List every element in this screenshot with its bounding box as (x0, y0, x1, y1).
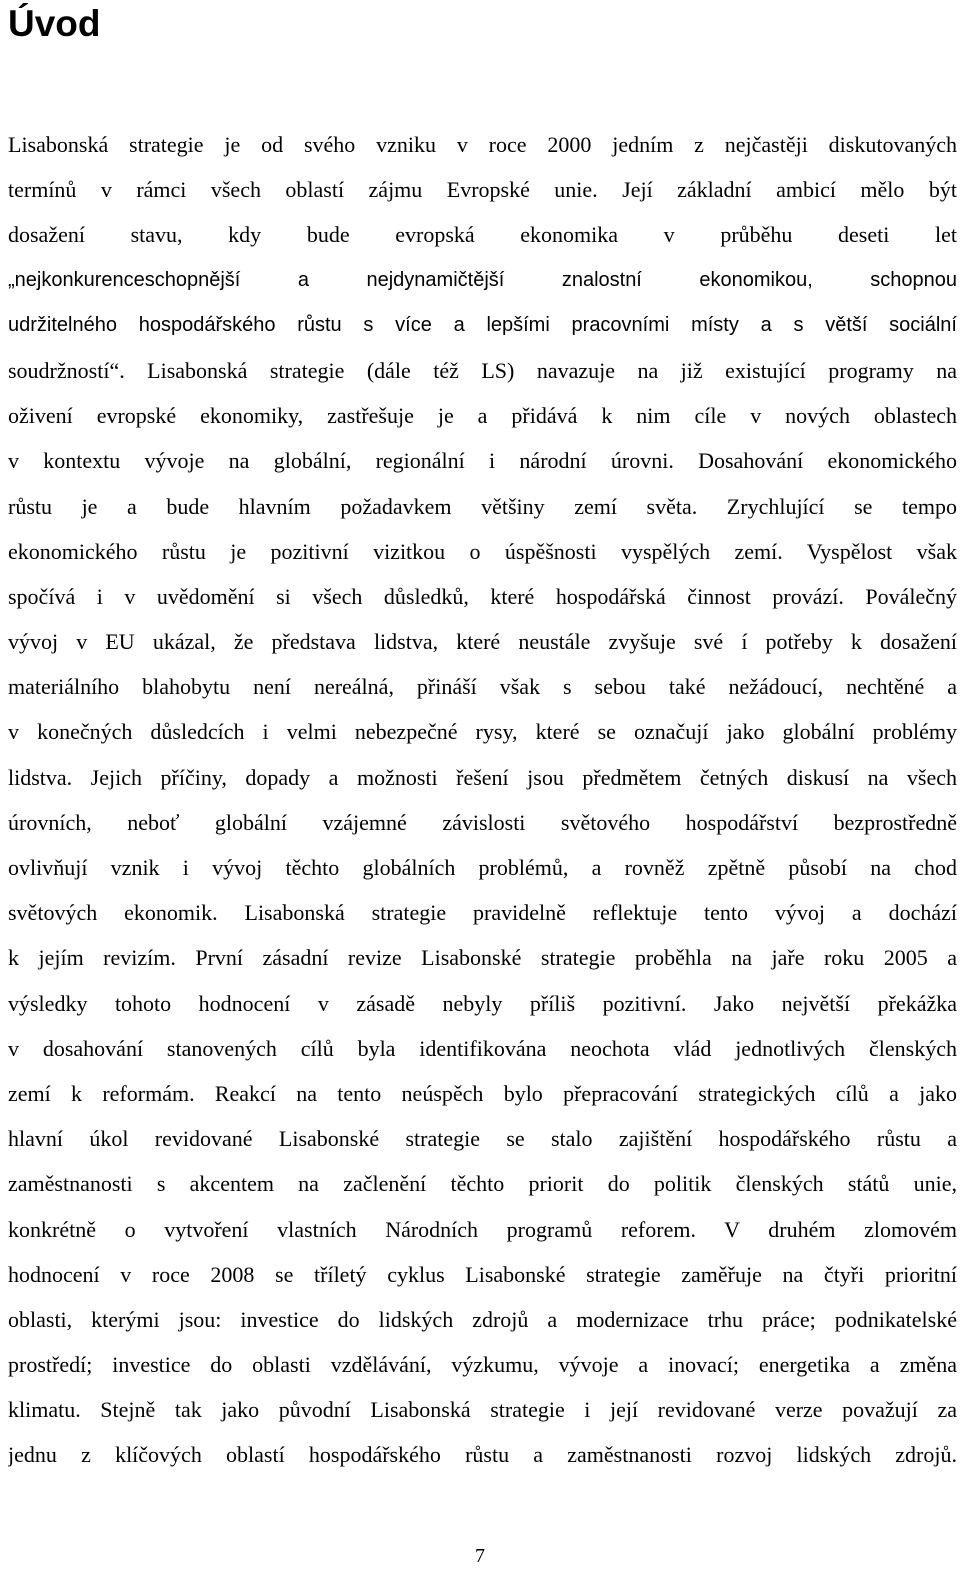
text-line: zaměstnanosti s akcentem na začlenění těchto priorit do politik členských států unie, (8, 1171, 957, 1197)
section-heading: Úvod (8, 3, 101, 44)
text-line: termínů v rámci všech oblastí zájmu Evropské unie. Její základní ambicí mělo být (8, 177, 957, 203)
text-line: vývoj v EU ukázal, že představa lidstva, které neustále zvyšuje své í potřeby k dosažení (8, 629, 957, 655)
text-line: v kontextu vývoje na globální, regionální i národní úrovni. Dosahování ekonomického (8, 448, 957, 474)
text-line: oblasti, kterými jsou: investice do lidských zdrojů a modernizace trhu práce; podnikatelské (8, 1306, 957, 1332)
text-line: lidstva. Jejich příčiny, dopady a možnosti řešení jsou předmětem četných diskusí na všech (8, 764, 957, 790)
text-line-quote: udržitelného hospodářského růstu s více a lepšími pracovními místy a s větší sociální (8, 313, 957, 336)
text-line: k jejím revizím. První zásadní revize Lisabonské strategie proběhla na jaře roku 2005 a (8, 945, 957, 971)
text-line: dosažení stavu, kdy bude evropská ekonomika v průběhu deseti let (8, 222, 957, 248)
text-line: zemí k reformám. Reakcí na tento neúspěch bylo přepracování strategických cílů a jako (8, 1080, 957, 1106)
text-line: ekonomického růstu je pozitivní vizitkou o úspěšnosti vyspělých zemí. Vyspělost však (8, 538, 957, 564)
text-line: výsledky tohoto hodnocení v zásadě nebyly příliš pozitivní. Jako největší překážka (8, 990, 957, 1016)
text-line: soudržností“. Lisabonská strategie (dále též LS) navazuje na již existující programy na (8, 357, 957, 383)
body-paragraph (8, 122, 957, 1478)
text-line: hlavní úkol revidované Lisabonské strategie se stalo zajištění hospodářského růstu a (8, 1126, 957, 1152)
text-line: světových ekonomik. Lisabonská strategie pravidelně reflektuje tento vývoj a dochází (8, 900, 957, 926)
text-line: úrovních, neboť globální vzájemné závislosti světového hospodářství bezprostředně (8, 809, 957, 835)
text-line: růstu je a bude hlavním požadavkem většiny zemí světa. Zrychlující se tempo (8, 493, 957, 519)
text-line: konkrétně o vytvoření vlastních Národních programů reforem. V druhém zlomovém (8, 1216, 957, 1242)
text-line-quote-start: „nejkonkurenceschopnější a nejdynamičtější znalostní ekonomikou, schopnou (8, 268, 957, 291)
text-line: spočívá i v uvědomění si všech důsledků, které hospodářská činnost provází. Poválečný (8, 583, 957, 609)
text-line: Lisabonská strategie je od svého vzniku v roce 2000 jedním z nejčastěji diskutovaných (8, 132, 957, 157)
text-line: hodnocení v roce 2008 se tříletý cyklus Lisabonské strategie zaměřuje na čtyři prioritní (8, 1261, 957, 1287)
text-line: v konečných důsledcích i velmi nebezpečné rysy, které se označují jako globální problémy (8, 719, 957, 745)
text-line: v dosahování stanovených cílů byla identifikována neochota vlád jednotlivých členských (8, 1035, 957, 1061)
text-line: jednu z klíčových oblastí hospodářského růstu a zaměstnanosti rozvoj lidských zdrojů. (8, 1442, 957, 1468)
text-line: ovlivňují vznik i vývoj těchto globálních problémů, a rovněž zpětně působí na chod (8, 855, 957, 880)
text-line: prostředí; investice do oblasti vzdělávání, výzkumu, vývoje a inovací; energetika a změna (8, 1352, 957, 1378)
text-line: materiálního blahobytu není nereálná, přináší však s sebou také nežádoucí, nechtěné a (8, 674, 957, 700)
text-line: oživení evropské ekonomiky, zastřešuje je a přidává k nim cíle v nových oblastech (8, 403, 957, 429)
text-line: klimatu. Stejně tak jako původní Lisabonská strategie i její revidované verze považují za (8, 1397, 957, 1423)
page-number: 7 (475, 1545, 485, 1567)
